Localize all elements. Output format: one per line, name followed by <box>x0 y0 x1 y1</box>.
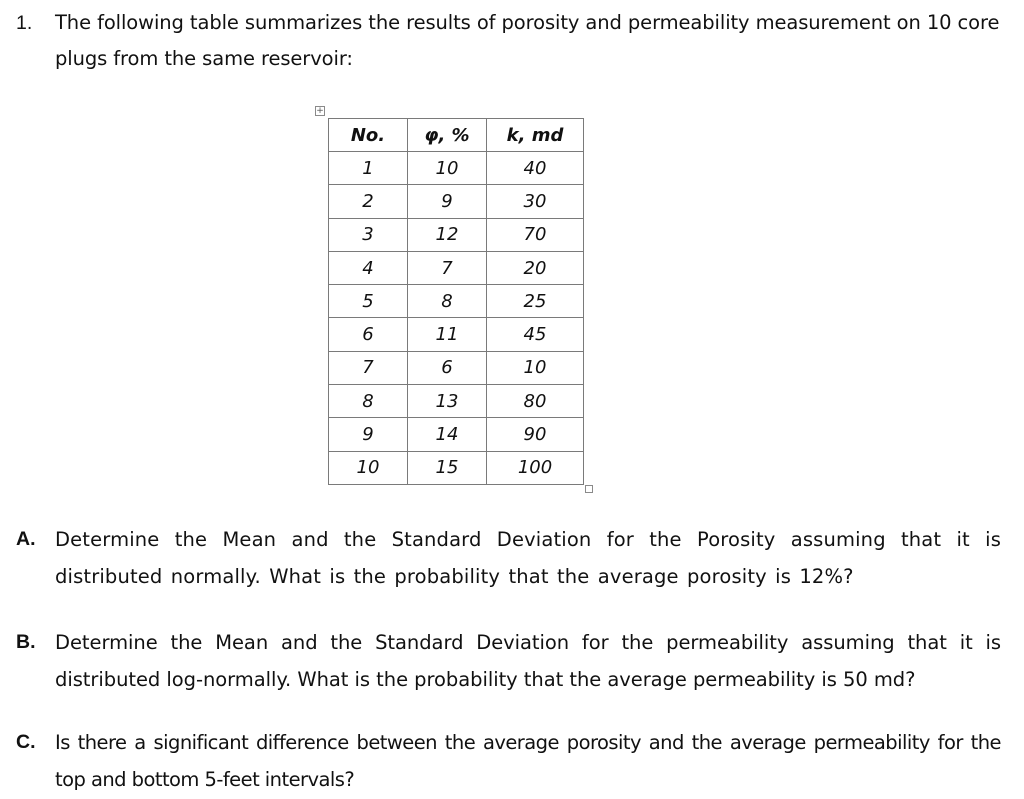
table-move-handle-icon[interactable]: + <box>316 106 324 116</box>
table-row <box>329 318 584 351</box>
cell-permeability: 100 <box>487 451 584 484</box>
porosity-permeability-table <box>328 118 584 485</box>
cell-porosity: 10 <box>408 152 487 185</box>
cell-no: 7 <box>329 351 408 384</box>
table-row <box>329 185 584 218</box>
table-row <box>329 385 584 418</box>
cell-porosity: 14 <box>408 418 487 451</box>
header-no: No. <box>329 119 408 152</box>
cell-permeability: 80 <box>487 385 584 418</box>
header-porosity: φ, % <box>408 119 487 152</box>
cell-no: 6 <box>329 318 408 351</box>
cell-permeability: 45 <box>487 318 584 351</box>
cell-permeability: 70 <box>487 218 584 251</box>
cell-permeability: 90 <box>487 418 584 451</box>
cell-porosity: 7 <box>408 251 487 284</box>
part-a-label: A. <box>16 528 36 550</box>
cell-permeability: 40 <box>487 152 584 185</box>
cell-permeability: 30 <box>487 185 584 218</box>
question-text: The following table summarizes the results of porosity and permeability measurement on 10 core plugs from the same reservoir: <box>55 11 1000 70</box>
table-row <box>329 251 584 284</box>
cell-no: 4 <box>329 251 408 284</box>
table-row <box>329 351 584 384</box>
table-row <box>329 418 584 451</box>
table-row <box>329 451 584 484</box>
cell-no: 9 <box>329 418 408 451</box>
header-permeability: k, md <box>487 119 584 152</box>
cell-porosity: 13 <box>408 385 487 418</box>
cell-porosity: 12 <box>408 218 487 251</box>
part-c-text: Is there a significant difference between the average porosity and the average permeability for the top and bottom 5-feet intervals? <box>55 731 1001 791</box>
question-number: 1. <box>16 12 33 34</box>
cell-no: 1 <box>329 152 408 185</box>
cell-permeability: 20 <box>487 251 584 284</box>
table-row <box>329 152 584 185</box>
cell-porosity: 11 <box>408 318 487 351</box>
part-b-text: Determine the Mean and the Standard Deviation for the permeability assuming that it is distributed log-normally. What is the probability that the average permeability is 50 md? <box>55 631 1001 691</box>
cell-no: 8 <box>329 385 408 418</box>
cell-no: 3 <box>329 218 408 251</box>
cell-no: 5 <box>329 285 408 318</box>
cell-porosity: 8 <box>408 285 487 318</box>
cell-porosity: 6 <box>408 351 487 384</box>
part-c-label: C. <box>16 731 36 753</box>
table-row <box>329 218 584 251</box>
cell-permeability: 25 <box>487 285 584 318</box>
cell-no: 10 <box>329 451 408 484</box>
part-a-text: Determine the Mean and the Standard Deviation for the Porosity assuming that it is distributed normally. What is the probability that the average porosity is 12%? <box>55 528 1001 588</box>
cell-permeability: 10 <box>487 351 584 384</box>
part-b-label: B. <box>16 631 36 653</box>
cell-porosity: 9 <box>408 185 487 218</box>
cell-no: 2 <box>329 185 408 218</box>
table-resize-handle-icon[interactable] <box>585 485 593 493</box>
cell-porosity: 15 <box>408 451 487 484</box>
table-row <box>329 285 584 318</box>
table-header-row <box>329 119 584 152</box>
data-table-container <box>316 106 584 485</box>
